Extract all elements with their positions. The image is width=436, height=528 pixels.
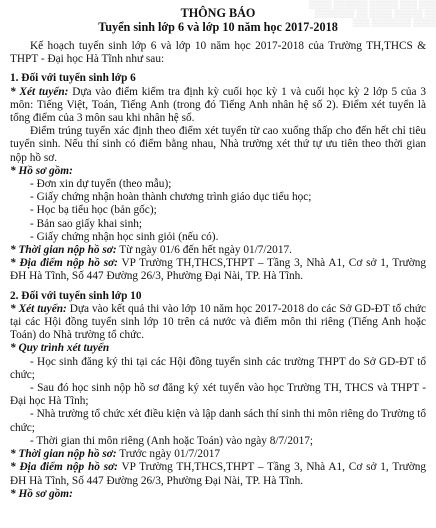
list-item: - Sau đó học sinh nộp hồ sơ đăng ký xét tuyển vào học Trường TH, THCS và THPT - Đại học Hà Tĩnh; xyxy=(10,382,426,408)
section-2-quy-trinh-label: * Quy trình xét tuyển xyxy=(10,342,110,355)
section-1-rule: Điểm trúng tuyển xác định theo điểm xét tuyển từ cao xuống thấp cho đến hết chỉ tiêu tuyển sinh. Nếu thí sinh có điểm bằng nhau, Nhà trường xét thứ tự ưu tiên theo thời gian nộp hồ sơ. xyxy=(10,125,426,164)
list-item: - Học sinh đăng ký thi tại các Hội đồng tuyển sinh các trường THPT do Sở GD-ĐT tổ chức; xyxy=(10,355,426,381)
section-2-dia-diem xyxy=(10,461,426,487)
list-item: - Giấy chứng nhận hoàn thành chương trình giáo dục tiểu học; xyxy=(30,191,312,204)
xet-tuyen-label: * Xét tuyển: xyxy=(10,302,67,315)
xet-tuyen-text: Dựa vào kết quả thi vào lớp 10 năm học 2017-2018 do các Sở GD-ĐT tổ chức tại các Hội đồng tuyển sinh lớp 10 trên cả nước và điểm môn thi riêng (Tiếng Anh hoặc Toán) do Nhà trường tổ chức. xyxy=(10,302,426,342)
list-item: - Giấy chứng nhận học sinh giỏi (nếu có). xyxy=(30,230,219,243)
section-1-xet-tuyen xyxy=(10,86,426,126)
notice-title: THÔNG BÁO xyxy=(180,6,256,20)
list-item: - Thời gian thi môn riêng (Anh hoặc Toán) vào ngày 8/7/2017; xyxy=(30,434,314,447)
intro-paragraph: Kế hoạch tuyển sinh lớp 6 và lớp 10 năm học 2017-2018 của Trường TH,THCS & THPT - Đại học Hà Tĩnh như sau: xyxy=(10,40,426,66)
list-item: - Học bạ tiểu học (bản gốc); xyxy=(30,204,157,217)
dia-diem-label: * Địa điểm nộp hồ sơ: xyxy=(10,461,118,474)
notice-subtitle: Tuyển sinh lớp 6 và lớp 10 năm học 2017-2018 xyxy=(98,20,338,34)
list-item: - Bản sao giấy khai sinh; xyxy=(30,217,143,230)
xet-tuyen-text: Dựa vào điểm kiểm tra định kỳ cuối học kỳ 1 và cuối học kỳ 2 lớp 5 của 3 môn: Tiếng Việt, Toán, Tiếng Anh (trong đó Tiếng Anh nhân hệ số 2). Điểm xét tuyển là tổng điểm của 3 môn sau khi nhân hệ số. xyxy=(10,85,426,125)
section-1-heading: 1. Đối với tuyển sinh lớp 6 xyxy=(10,72,136,85)
thoi-gian-label: * Thời gian nộp hồ sơ: xyxy=(10,244,117,257)
thoi-gian-text: Trước ngày 01/7/2017 xyxy=(116,448,221,461)
section-2-xet-tuyen xyxy=(10,303,426,343)
thoi-gian-text: Từ ngày 01/6 đến hết ngày 01/7/2017. xyxy=(116,244,292,257)
section-2-heading: 2. Đối với tuyển sinh lớp 10 xyxy=(10,289,142,302)
section-1-thoi-gian xyxy=(10,244,426,257)
dia-diem-text: VP Trường TH,THCS,THPT – Tầng 3, Nhà A1, Cơ sở 1, Trường ĐH Hà Tĩnh, Số 447 Đường 26/3, Phường Đại Nài, TP. Hà Tĩnh. xyxy=(10,257,426,283)
section-2-thoi-gian xyxy=(10,448,426,461)
faded-header-watermark: ▒▒▒▒ ▒▒▒▒▒▒ ▒▒▒▒▒ ▒▒▒ ▒▒▒ ▒▒▒▒▒▒▒ ▒▒ ▒▒▒▒ ▒▒▒▒▒ ▒▒ ▒▒▒ ▒▒▒▒▒▒▒ ▒▒▒▒ xyxy=(308,0,436,27)
thoi-gian-label: * Thời gian nộp hồ sơ: xyxy=(10,448,117,461)
section-2-ho-so-label: * Hồ sơ gồm: xyxy=(10,487,73,500)
list-item: - Nhà trường tổ chức xét điều kiện và lập danh sách thí sinh thi môn riêng do Trường tổ chức; xyxy=(10,408,426,434)
dia-diem-text: VP Trường TH,THCS,THPT – Tầng 3, Nhà A1, Cơ sở 1, Trường ĐH Hà Tĩnh, Số 447 Đường 26/3, Phường Đại Nài, TP. Hà Tĩnh. xyxy=(10,461,426,487)
section-1-ho-so-label: * Hồ sơ gồm: xyxy=(10,164,73,177)
list-item: - Đơn xin dự tuyển (theo mẫu); xyxy=(30,178,172,191)
xet-tuyen-label: * Xét tuyển: xyxy=(10,85,69,98)
dia-diem-label: * Địa điểm nộp hồ sơ: xyxy=(10,257,118,270)
section-1-dia-diem xyxy=(10,257,426,283)
